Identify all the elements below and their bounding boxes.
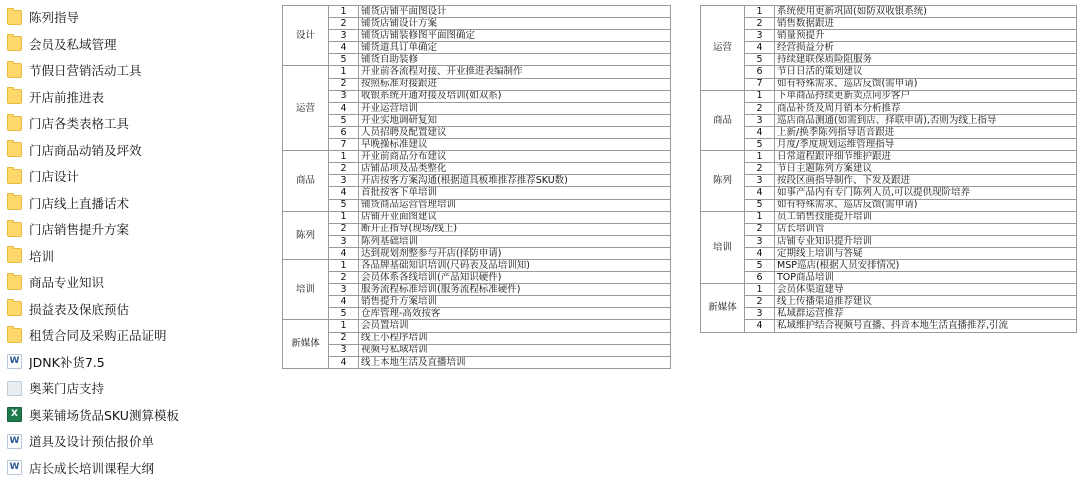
category-cell: 培训 bbox=[283, 259, 329, 319]
item-description-cell: 开业实地调研复知 bbox=[359, 114, 671, 126]
row-number-cell: 3 bbox=[745, 30, 775, 42]
item-description-cell: 经营损益分析 bbox=[775, 42, 1077, 54]
row-number-cell: 5 bbox=[745, 54, 775, 66]
table-row bbox=[283, 272, 671, 284]
item-description-cell: 日常道程跟评细节维护跟进 bbox=[775, 151, 1077, 163]
list-item[interactable] bbox=[4, 216, 278, 243]
item-description-cell: 私域维护结合视频号直播、抖音本地生活直播推荐,引流 bbox=[775, 320, 1077, 332]
item-description-cell: 店铺专业知识提升培训 bbox=[775, 235, 1077, 247]
row-number-cell: 5 bbox=[745, 199, 775, 211]
list-item[interactable] bbox=[4, 243, 278, 270]
row-number-cell: 2 bbox=[329, 272, 359, 284]
row-number-cell: 5 bbox=[745, 259, 775, 271]
file-name-label: 门店销售提升方案 bbox=[29, 220, 129, 238]
item-description-cell: 开业运营培训 bbox=[359, 102, 671, 114]
list-item[interactable] bbox=[4, 375, 278, 402]
category-cell: 商品 bbox=[283, 151, 329, 211]
row-number-cell: 3 bbox=[329, 175, 359, 187]
table-row bbox=[701, 30, 1077, 42]
row-number-cell: 4 bbox=[329, 356, 359, 368]
onboarding-checklist-table bbox=[282, 5, 671, 369]
item-description-cell: 店铺品项及品类整化 bbox=[359, 163, 671, 175]
file-name-label: 奥莱铺场货品SKU测算模板 bbox=[29, 406, 179, 424]
row-number-cell: 4 bbox=[329, 296, 359, 308]
table-row bbox=[283, 42, 671, 54]
table-row bbox=[283, 66, 671, 78]
row-number-cell: 4 bbox=[329, 42, 359, 54]
table-row bbox=[283, 259, 671, 271]
row-number-cell: 3 bbox=[745, 175, 775, 187]
file-name-label: 节假日营销活动工具 bbox=[29, 61, 142, 79]
item-description-cell: 销售提升方案培训 bbox=[359, 296, 671, 308]
list-item[interactable] bbox=[4, 57, 278, 84]
folder-icon bbox=[7, 222, 22, 237]
file-name-label: 商品专业知识 bbox=[29, 273, 104, 291]
row-number-cell: 2 bbox=[329, 18, 359, 30]
row-number-cell: 1 bbox=[329, 211, 359, 223]
item-description-cell: 销量预提升 bbox=[775, 30, 1077, 42]
category-cell: 设计 bbox=[283, 6, 329, 66]
table-row bbox=[701, 247, 1077, 259]
row-number-cell: 3 bbox=[745, 235, 775, 247]
item-description-cell: 线上传播渠道推荐建议 bbox=[775, 296, 1077, 308]
file-name-label: 门店线上直播话术 bbox=[29, 194, 129, 212]
list-item[interactable] bbox=[4, 349, 278, 376]
table-row bbox=[701, 102, 1077, 114]
row-number-cell: 2 bbox=[745, 296, 775, 308]
row-number-cell: 3 bbox=[329, 90, 359, 102]
table-row bbox=[283, 163, 671, 175]
table-row bbox=[701, 151, 1077, 163]
row-number-cell: 3 bbox=[329, 235, 359, 247]
item-description-cell: 开业前商品分布建议 bbox=[359, 151, 671, 163]
table-row bbox=[701, 235, 1077, 247]
list-item[interactable] bbox=[4, 455, 278, 481]
item-description-cell: 节日主题陈列方案建议 bbox=[775, 163, 1077, 175]
item-description-cell: 断开正指导(现场/线上) bbox=[359, 223, 671, 235]
item-description-cell: 定期线上培训与答疑 bbox=[775, 247, 1077, 259]
category-cell: 新媒体 bbox=[701, 284, 745, 332]
table-row bbox=[283, 102, 671, 114]
item-description-cell: 铺货道具订单确定 bbox=[359, 42, 671, 54]
item-description-cell: 早晚操标准建议 bbox=[359, 139, 671, 151]
row-number-cell: 2 bbox=[329, 332, 359, 344]
table-row bbox=[701, 175, 1077, 187]
item-description-cell: 收银系统开通对接及培训(如双系) bbox=[359, 90, 671, 102]
item-description-cell: 各品牌基础知识培训(尺码表及品培训知) bbox=[359, 259, 671, 271]
row-number-cell: 5 bbox=[745, 139, 775, 151]
table-row bbox=[701, 296, 1077, 308]
list-item[interactable] bbox=[4, 190, 278, 217]
item-description-cell: 铺货店铺设计方案 bbox=[359, 18, 671, 30]
folder-icon bbox=[7, 328, 22, 343]
item-description-cell: 会员置培训 bbox=[359, 320, 671, 332]
ongoing-support-table bbox=[700, 5, 1077, 333]
row-number-cell: 2 bbox=[329, 78, 359, 90]
table-row bbox=[701, 320, 1077, 332]
folder-icon bbox=[7, 169, 22, 184]
item-description-cell: 月度/季度规划运维管理指导 bbox=[775, 139, 1077, 151]
table-row bbox=[283, 344, 671, 356]
table-row bbox=[283, 126, 671, 138]
item-description-cell: 线上本地生活及直播培训 bbox=[359, 356, 671, 368]
table-row bbox=[701, 163, 1077, 175]
table-row bbox=[701, 284, 1077, 296]
item-description-cell: 下单商品持续更新卖点同步客户 bbox=[775, 90, 1077, 102]
item-description-cell: 销售数据跟进 bbox=[775, 18, 1077, 30]
table-row bbox=[701, 199, 1077, 211]
table-row bbox=[701, 272, 1077, 284]
folder-icon bbox=[7, 195, 22, 210]
table-row bbox=[701, 54, 1077, 66]
row-number-cell: 2 bbox=[745, 163, 775, 175]
category-cell: 陈列 bbox=[701, 151, 745, 211]
table-row bbox=[283, 284, 671, 296]
row-number-cell: 5 bbox=[329, 114, 359, 126]
row-number-cell: 4 bbox=[745, 247, 775, 259]
table-row bbox=[283, 139, 671, 151]
item-description-cell: 铺货店铺平面图设计 bbox=[359, 6, 671, 18]
table-row bbox=[701, 139, 1077, 151]
item-description-cell: 员工销售技能提升培训 bbox=[775, 211, 1077, 223]
table-row bbox=[283, 6, 671, 18]
row-number-cell: 5 bbox=[329, 308, 359, 320]
file-name-label: 租赁合同及采购正品证明 bbox=[29, 326, 167, 344]
category-cell: 培训 bbox=[701, 211, 745, 284]
item-description-cell: 开店按客方案沟通(根据道具板堆推荐推荐SKU数) bbox=[359, 175, 671, 187]
item-description-cell: 会员体渠道建导 bbox=[775, 284, 1077, 296]
row-number-cell: 4 bbox=[745, 187, 775, 199]
item-description-cell: 陈列基础培训 bbox=[359, 235, 671, 247]
row-number-cell: 1 bbox=[329, 151, 359, 163]
table-row bbox=[701, 18, 1077, 30]
item-description-cell: 商品补货及周月销本分析推荐 bbox=[775, 102, 1077, 114]
file-name-label: 会员及私域管理 bbox=[29, 35, 117, 53]
item-description-cell: MSP巡店(根据人员安排情况) bbox=[775, 259, 1077, 271]
item-description-cell: 人员招聘及配置建议 bbox=[359, 126, 671, 138]
row-number-cell: 6 bbox=[329, 126, 359, 138]
item-description-cell: 巡店商品测通(如需到店、择联申请),否则为线上指导 bbox=[775, 114, 1077, 126]
item-description-cell: 仓库管理-高效按客 bbox=[359, 308, 671, 320]
table-row bbox=[701, 90, 1077, 102]
category-cell: 运营 bbox=[283, 66, 329, 151]
item-description-cell: 达到规划剂整参与开店(择防申请) bbox=[359, 247, 671, 259]
row-number-cell: 3 bbox=[329, 344, 359, 356]
file-name-label: 损益表及保底预估 bbox=[29, 300, 129, 318]
table-row bbox=[701, 308, 1077, 320]
item-description-cell: 持续建联保质险阻服务 bbox=[775, 54, 1077, 66]
table-row bbox=[283, 223, 671, 235]
row-number-cell: 1 bbox=[745, 151, 775, 163]
row-number-cell: 2 bbox=[329, 163, 359, 175]
item-description-cell: 视频号私域培训 bbox=[359, 344, 671, 356]
row-number-cell: 4 bbox=[745, 320, 775, 332]
table-row bbox=[701, 259, 1077, 271]
item-description-cell: 开业前各流程对接、开业推进表编制作 bbox=[359, 66, 671, 78]
item-description-cell: 如有特殊需求、巡店反馈(需申请) bbox=[775, 199, 1077, 211]
row-number-cell: 1 bbox=[329, 66, 359, 78]
item-description-cell: 铺货店铺装修图平面图确定 bbox=[359, 30, 671, 42]
item-description-cell: 服务流程标准培训(服务流程标准硬件) bbox=[359, 284, 671, 296]
table-row bbox=[283, 30, 671, 42]
item-description-cell: 上新/换季陈列指导语音跟进 bbox=[775, 126, 1077, 138]
list-item[interactable] bbox=[4, 428, 278, 455]
table-row bbox=[701, 42, 1077, 54]
item-description-cell: 按段区画指导制作、下发及跟进 bbox=[775, 175, 1077, 187]
file-name-label: 门店商品动销及坪效 bbox=[29, 141, 142, 159]
row-number-cell: 1 bbox=[329, 259, 359, 271]
row-number-cell: 4 bbox=[329, 247, 359, 259]
list-item[interactable] bbox=[4, 4, 278, 31]
row-number-cell: 1 bbox=[745, 211, 775, 223]
file-name-label: 培训 bbox=[29, 247, 54, 265]
table-row bbox=[283, 187, 671, 199]
word-doc-icon: W bbox=[7, 354, 22, 369]
folder-icon bbox=[7, 275, 22, 290]
item-description-cell: 铺货自助装修 bbox=[359, 54, 671, 66]
item-description-cell: 店铺开业面图建议 bbox=[359, 211, 671, 223]
item-description-cell: 首批按客下单培训 bbox=[359, 187, 671, 199]
row-number-cell: 6 bbox=[745, 272, 775, 284]
table-row bbox=[283, 54, 671, 66]
category-cell: 运营 bbox=[701, 6, 745, 91]
list-item[interactable] bbox=[4, 110, 278, 137]
list-item[interactable] bbox=[4, 163, 278, 190]
folder-icon bbox=[7, 142, 22, 157]
list-item[interactable] bbox=[4, 84, 278, 111]
folder-icon bbox=[7, 301, 22, 316]
row-number-cell: 6 bbox=[745, 66, 775, 78]
table-row bbox=[701, 66, 1077, 78]
folder-icon bbox=[7, 36, 22, 51]
item-description-cell: 节日日活的策划建议 bbox=[775, 66, 1077, 78]
category-cell: 商品 bbox=[701, 90, 745, 150]
item-description-cell: 私域群运营推荐 bbox=[775, 308, 1077, 320]
item-description-cell: 会员体系各线培训(产品知识硬件) bbox=[359, 272, 671, 284]
table-row bbox=[701, 187, 1077, 199]
row-number-cell: 4 bbox=[329, 102, 359, 114]
row-number-cell: 2 bbox=[745, 102, 775, 114]
category-cell: 陈列 bbox=[283, 211, 329, 259]
list-item[interactable] bbox=[4, 322, 278, 349]
table-row bbox=[283, 356, 671, 368]
row-number-cell: 1 bbox=[745, 284, 775, 296]
row-number-cell: 4 bbox=[745, 42, 775, 54]
table-row bbox=[701, 6, 1077, 18]
table-row bbox=[283, 296, 671, 308]
row-number-cell: 2 bbox=[745, 18, 775, 30]
table-row bbox=[283, 151, 671, 163]
row-number-cell: 1 bbox=[329, 6, 359, 18]
word-doc-icon: W bbox=[7, 460, 22, 475]
table-row bbox=[283, 114, 671, 126]
list-item[interactable] bbox=[4, 137, 278, 164]
table-row bbox=[701, 78, 1077, 90]
row-number-cell: 7 bbox=[329, 139, 359, 151]
list-item[interactable] bbox=[4, 269, 278, 296]
table-row bbox=[283, 308, 671, 320]
table-row bbox=[283, 199, 671, 211]
file-list bbox=[0, 0, 278, 416]
row-number-cell: 1 bbox=[745, 6, 775, 18]
row-number-cell: 7 bbox=[745, 78, 775, 90]
row-number-cell: 3 bbox=[745, 308, 775, 320]
word-doc-icon: W bbox=[7, 434, 22, 449]
folder-icon bbox=[7, 248, 22, 263]
table-row bbox=[701, 114, 1077, 126]
category-cell: 新媒体 bbox=[283, 320, 329, 368]
row-number-cell: 1 bbox=[745, 90, 775, 102]
table-row bbox=[283, 78, 671, 90]
table-row bbox=[701, 211, 1077, 223]
file-icon bbox=[7, 381, 22, 396]
list-item[interactable] bbox=[4, 31, 278, 58]
item-description-cell: 如有特殊需求、巡店反馈(需申请) bbox=[775, 78, 1077, 90]
item-description-cell: 如事产品内有专门陈列人员,可以提供现阶培养 bbox=[775, 187, 1077, 199]
folder-icon bbox=[7, 10, 22, 25]
table-row bbox=[283, 175, 671, 187]
row-number-cell: 5 bbox=[329, 199, 359, 211]
table-row bbox=[701, 126, 1077, 138]
row-number-cell: 2 bbox=[329, 223, 359, 235]
file-name-label: 道具及设计预估报价单 bbox=[29, 432, 154, 450]
table-row bbox=[701, 223, 1077, 235]
table-row bbox=[283, 247, 671, 259]
excel-doc-icon: X bbox=[7, 407, 22, 422]
table-row bbox=[283, 90, 671, 102]
file-name-label: JDNK补货7.5 bbox=[29, 353, 105, 371]
table-row bbox=[283, 18, 671, 30]
file-name-label: 开店前推进表 bbox=[29, 88, 104, 106]
item-description-cell: 按照标准对接跟进 bbox=[359, 78, 671, 90]
table-row bbox=[283, 211, 671, 223]
file-name-label: 店长成长培训课程大纲 bbox=[29, 459, 154, 477]
table-row bbox=[283, 320, 671, 332]
row-number-cell: 5 bbox=[329, 54, 359, 66]
item-description-cell: 系统使用更新巩固(如防双收银系统) bbox=[775, 6, 1077, 18]
item-description-cell: TOP商品培训 bbox=[775, 272, 1077, 284]
list-item[interactable] bbox=[4, 296, 278, 323]
table-row bbox=[283, 235, 671, 247]
row-number-cell: 4 bbox=[745, 126, 775, 138]
item-description-cell: 店长培训管 bbox=[775, 223, 1077, 235]
table-row bbox=[283, 332, 671, 344]
file-name-label: 陈列指导 bbox=[29, 8, 79, 26]
folder-icon bbox=[7, 89, 22, 104]
folder-icon bbox=[7, 63, 22, 78]
file-name-label: 门店各类表格工具 bbox=[29, 114, 129, 132]
row-number-cell: 4 bbox=[329, 187, 359, 199]
folder-icon bbox=[7, 116, 22, 131]
row-number-cell: 2 bbox=[745, 223, 775, 235]
row-number-cell: 3 bbox=[329, 284, 359, 296]
row-number-cell: 1 bbox=[329, 320, 359, 332]
file-name-label: 门店设计 bbox=[29, 167, 79, 185]
item-description-cell: 铺货商品运营管理培训 bbox=[359, 199, 671, 211]
file-name-label: 奥莱门店支持 bbox=[29, 379, 104, 397]
item-description-cell: 线上小程序培训 bbox=[359, 332, 671, 344]
list-item[interactable] bbox=[4, 402, 278, 429]
row-number-cell: 3 bbox=[745, 114, 775, 126]
row-number-cell: 3 bbox=[329, 30, 359, 42]
